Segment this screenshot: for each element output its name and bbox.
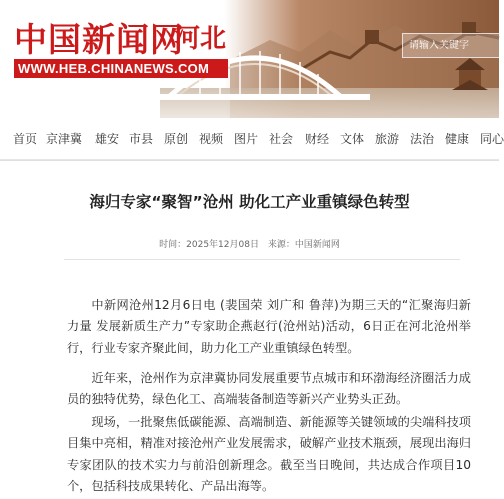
article-source: 来源：中国新闻网 xyxy=(267,240,340,250)
nav-item-video[interactable]: 视频 xyxy=(199,132,224,146)
nav-item-culture[interactable]: 文体 xyxy=(340,132,365,146)
site-url-banner: WWW.HEB.CHINANEWS.COM xyxy=(14,59,228,78)
article-paragraph: 现场，一批聚焦低碳能源、高端制造、新能源等关键领域的尖端科技项目集中亮相，精准对接沧州产业发展需求，破解产业技术瓶颈，展现出海归专家团队的技术实力与前沿创新理念。截至当日晚间，共达成合作项目10个，包括科技成果转化、产品出海等。 xyxy=(67,415,471,493)
nav-item-tourism[interactable]: 旅游 xyxy=(375,132,400,146)
nav-item-society[interactable]: 社会 xyxy=(269,132,294,146)
region-label: 河北 xyxy=(174,24,227,54)
site-logo[interactable]: 中国新闻网 xyxy=(14,20,184,59)
article-paragraph: 近年来，沧州作为京津冀协同发展重要节点城市和环渤海经济圈活力成员的独特优势，绿色化工、高端装备制造等新兴产业势头正劲。 xyxy=(67,371,471,407)
nav-item-city-county[interactable]: 市县 xyxy=(129,132,154,146)
nav-item-photos[interactable]: 图片 xyxy=(234,132,259,146)
main-navigation xyxy=(0,118,504,160)
search-field[interactable] xyxy=(402,33,499,58)
nav-item-tongxin[interactable]: 同心 xyxy=(480,132,504,146)
nav-item-home[interactable]: 首页 xyxy=(13,132,38,146)
site-header xyxy=(0,0,499,118)
article-divider xyxy=(64,259,460,260)
search-input[interactable] xyxy=(409,40,499,51)
nav-item-original[interactable]: 原创 xyxy=(164,132,189,146)
article-meta xyxy=(0,237,499,250)
nav-item-jingjinji[interactable]: 京津冀 xyxy=(46,132,83,146)
nav-item-xiongan[interactable]: 雄安 xyxy=(95,132,120,146)
publish-time: 时间：2025年12月08日 xyxy=(159,240,259,250)
nav-item-health[interactable]: 健康 xyxy=(445,132,470,146)
nav-item-law[interactable]: 法治 xyxy=(410,132,435,146)
nav-item-finance[interactable]: 财经 xyxy=(305,132,330,146)
article-title: 海归专家“聚智”沧州 助化工产业重镇绿色转型 xyxy=(89,193,410,211)
nav-divider xyxy=(0,160,499,161)
article-paragraph: 中新网沧州12月6日电 (裴国荣 刘广和 鲁萍)为期三天的“汇聚海归新力量 发展新质生产力”专家助企燕赵行(沧州站)活动，6日正在河北沧州举行，行业专家齐聚此间，助力化工产业重镇绿色转型。 xyxy=(67,298,471,355)
